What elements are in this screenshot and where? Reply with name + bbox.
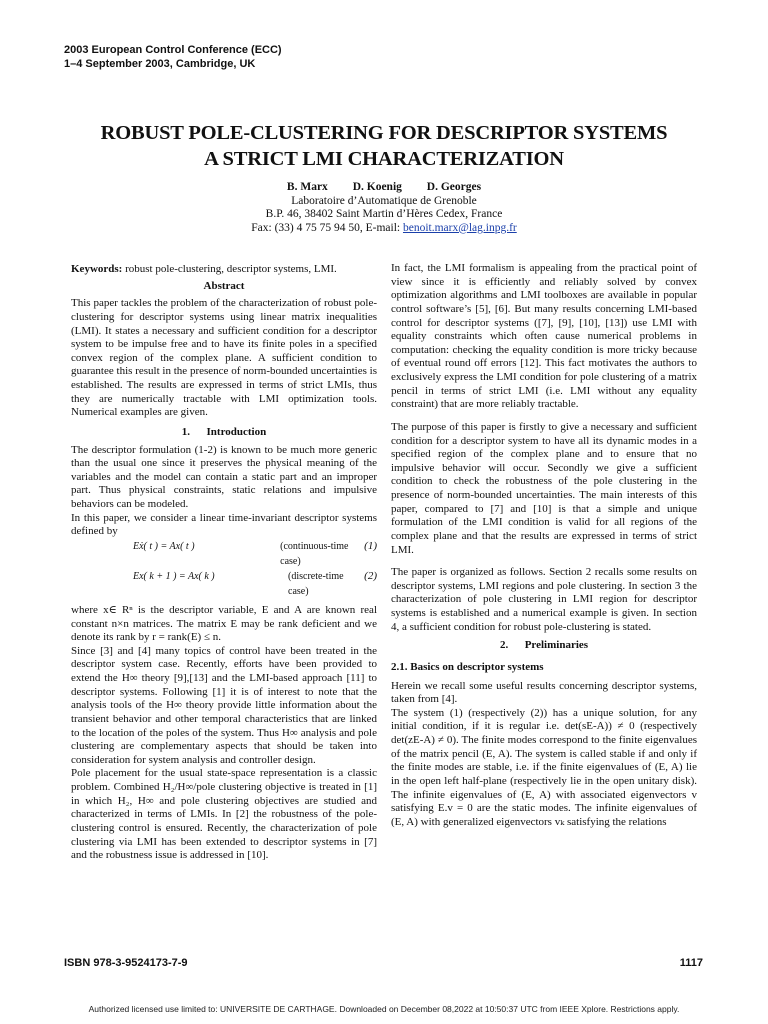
right-column [391, 262, 697, 829]
body-paragraph: Herein we recall some useful results concerning descriptor systems, taken from [4]. [391, 679, 697, 706]
author-names [160, 181, 608, 195]
isbn: ISBN 978-3-9524173-7-9 [64, 957, 188, 969]
equation-1 [71, 539, 377, 569]
author-block [160, 181, 608, 235]
intro-paragraph: Since [3] and [4] many topics of control have been treated in the descriptor system case. Recently, efforts have been provided to extend the H∞ theory [9],[13] and the LMI-based approach [11] to descriptor systems. Following [1] it is of interest to note that the analysis tools of the H∞ theory provide little information about the transient behavior and other temporal characteristics that are linked to the location of the poles of the system. Thus H∞ analysis and pole clustering are complementary aspects that should be taken into consideration for system analysis and controller design. [71, 644, 377, 766]
keywords-label: Keywords: [71, 263, 123, 275]
equation-2 [71, 569, 377, 599]
author-name: D. Koenig [352, 181, 402, 193]
title-line-2: A STRICT LMI CHARACTERIZATION [204, 148, 564, 170]
address: B.P. 46, 38402 Saint Martin d’Hères Cedex, France [265, 208, 503, 221]
body-paragraph: In fact, the LMI formalism is appealing from the practical point of view since it is efficiently and reliably solved by convex optimization algorithms and LMI toolboxes are available in popular control software’s [5], [6]. But many results concerning LMI-based control for descriptor systems ([7], [9], [10], [13]) use LMI with equality constraints which often cause numerical problems in computation: checking the equality condition is more tricky because of eventual round off errors [12]. This fact motivates the authors to exclusively express the LMI condition for pole clustering of a matrix pencil in terms of strict LMI (i.e. LMI without any equality constraint) that are more reliably tractable. [391, 262, 697, 411]
subsection-heading: 2.1. Basics on descriptor systems [391, 660, 544, 673]
equation-1-expression: Eẋ( t ) = Ax( t ) [133, 540, 195, 552]
intro-paragraph: In this paper, we consider a linear time-invariant descriptor systems defined by [71, 511, 377, 538]
conference-header [64, 43, 282, 71]
equation-1-number: (1) [364, 539, 377, 552]
intro-paragraph: Pole placement for the usual state-space representation is a classic problem. Combined H₂/H∞/pole clustering objective is treated in [1] in which H₂, H∞ and pole clustering objectives are studied and characterized in terms of LMIs. In [2] the robustness of the pole-clustering control is ensured. Recently, the characterization of pole clustering via LMI has been extended to descriptor systems in [7] and the robustness issue is addressed in [10]. [71, 767, 377, 862]
author-name: D. Georges [426, 181, 482, 193]
keywords [71, 263, 377, 277]
left-column [71, 263, 377, 863]
page-number: 1117 [679, 957, 703, 969]
preliminaries-heading: 2. Preliminaries [499, 639, 589, 652]
intro-paragraph: where x∈ Rⁿ is the descriptor variable, E and A are known real constant n×n matrices. The matrix E may be rank deficient and we denote its rank by r = rank(E) ≤ n. [71, 603, 377, 644]
equation-2-description: (discrete-time case) [288, 570, 344, 597]
contact-line [160, 222, 608, 236]
paper-title [40, 120, 728, 172]
intro-paragraph: The descriptor formulation (1-2) is known to be much more generic than the usual one since it preserves the physical meaning of the variables and the model can contain a static part and an improper part. Thus physical constraints, static relations and impulsive behaviors can be modeled. [71, 443, 377, 510]
body-paragraph: The paper is organized as follows. Section 2 recalls some results on descriptor systems, LMI regions and pole clustering. In section 3 the characterization of pole clustering in LMI region for descriptor systems is established and a numerical example is given. In section 4, a sufficient condition for robust pole-clustering is stated. [391, 566, 697, 633]
conference-dates: 1–4 September 2003, Cambridge, UK [64, 58, 256, 70]
license-notice: Authorized licensed use limited to: UNIVERSITE DE CARTHAGE. Downloaded on December 08,2022 at 10:50:37 UTC from IEEE Xplore. Restrictions apply. [88, 1004, 680, 1014]
author-name: B. Marx [286, 181, 328, 193]
keywords-text: robust pole-clustering, descriptor systems, LMI. [122, 263, 337, 275]
abstract-heading: Abstract [203, 279, 245, 292]
email-link[interactable]: benoit.marx@lag.inpg.fr [402, 221, 517, 234]
introduction-heading: 1. Introduction [181, 425, 267, 438]
title-line-1: ROBUST POLE-CLUSTERING FOR DESCRIPTOR SYSTEMS [100, 122, 668, 144]
equation-2-expression: Ex( k + 1 ) = Ax( k ) [133, 570, 215, 582]
equation-1-description: (continuous-time case) [280, 540, 349, 567]
fax-text: Fax: (33) 4 75 75 94 50, E-mail: [251, 221, 403, 234]
equation-2-number: (2) [364, 569, 377, 582]
abstract-text: This paper tackles the problem of the characterization of robust pole-clustering for descriptor systems using linear matrix inequalities (LMI). It states a necessary and sufficient condition for a descriptor system to be impulse free and to have its finite poles in a specified convex region of the complex plane. A sufficient condition to guarantee this result in the presence of norm-bounded uncertainties is established. The results are expressed in terms of strict LMIs, thus they are numerically tractable with LMI optimization tools. Numerical examples are given. [71, 297, 377, 419]
affiliation: Laboratoire d’Automatique de Grenoble [291, 194, 477, 207]
body-paragraph: The purpose of this paper is firstly to give a necessary and sufficient condition for a descriptor system to have all its dynamic modes in a specified region of the complex plane and to ensure that no impulsive behavior will occur. Secondly we give a sufficient condition to check the robustness of the pole clustering in the presence of norm-bounded uncertainties. The main interests of this paper, compared to [7] and [10] is that a simple and unique formulation of the LMI condition is valid for all regions of the complex plane and that the results are expressed in terms of strict LMI. [391, 420, 697, 556]
conference-name: 2003 European Control Conference (ECC) [64, 44, 282, 56]
body-paragraph: The system (1) (respectively (2)) has a unique solution, for any initial condition, if it is regular i.e. det(sE-A)) ≠ 0 (respectively det(zE-A) ≠ 0). The finite modes correspond to the finite eigenvalues of the matrix pencil (E, A). The system is called stable if and only if the finite modes are stable, i.e. if the finite eigenvalues of (E, A) lie in the open left half-plane (respectively lie in the open unitary disk). The infinite eigenvalues of (E, A) with associated eigenvectors v satisfying E.v = 0 are the static modes. The infinite eigenvalues of (E, A) with generalized eigenvectors vₖ satisfying the relations [391, 706, 697, 828]
